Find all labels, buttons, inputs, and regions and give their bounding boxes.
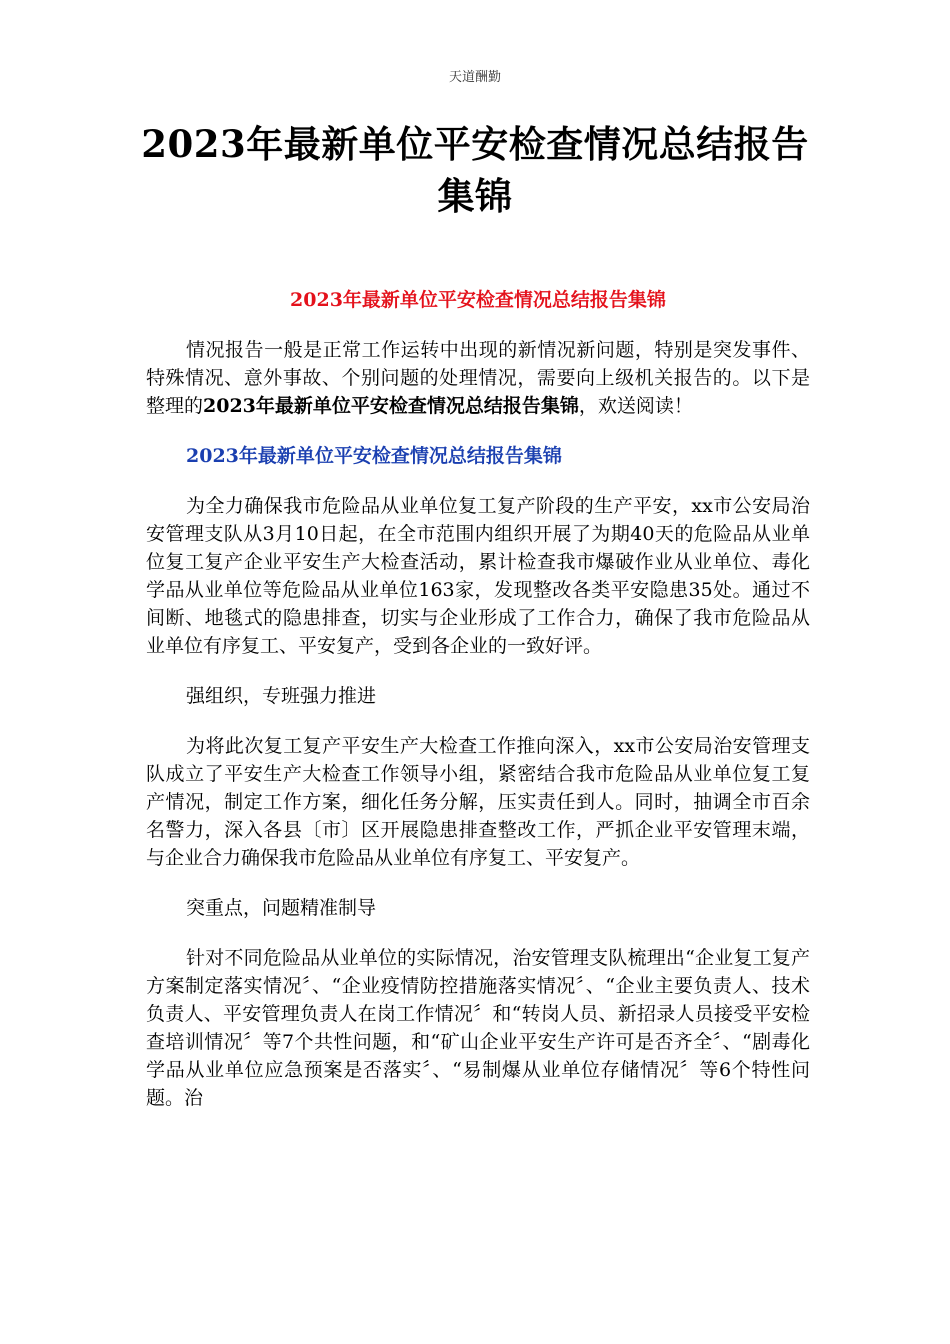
section-heading-2: 突重点，问题精准制导: [186, 897, 377, 919]
title-line-2: 集锦: [437, 174, 513, 218]
paragraph-3: 针对不同危险品从业单位的实际情况，治安管理支队梳理出“企业复工复产方案制定落实情况〞、“企业疫情防控措施落实情况〞、“企业主要负责人、技术负责人、平安管理负责人在岗工作情况〞和“转岗人员、新招录人员接受平安检查培训情况〞等7个共性问题，和“矿山企业平安生产许可是否齐全〞、“剧毒化学品从业单位应急预案是否落实〞、“易制爆从业单位存储情况〞等6个特性问题。治: [146, 947, 810, 1109]
intro-text-bold: 2023年最新单位平安检查情况总结报告集锦: [203, 395, 579, 417]
intro-paragraph: [146, 336, 810, 420]
section-heading-1: 强组织，专班强力推进: [186, 685, 377, 707]
intro-text-before: 情况报告一般是正常工作运转中出现的新情况新问题，特别是突发事件、特殊情况、意外事故、个别问题的处理情况，需要向上级机关报告的。以下是整理的: [146, 339, 810, 417]
subtitle-red: 2023年最新单位平安检查情况总结报告集锦: [290, 289, 666, 311]
intro-text-after: ，欢送阅读！: [578, 395, 693, 417]
document-body: [146, 286, 810, 1134]
header-note: 天道酬勤: [448, 70, 501, 85]
title-line-1: 2023年最新单位平安检查情况总结报告: [141, 122, 809, 166]
subtitle-blue: 2023年最新单位平安检查情况总结报告集锦: [186, 445, 562, 467]
paragraph-1: 为全力确保我市危险品从业单位复工复产阶段的生产平安，xx市公安局治安管理支队从3月10日起，在全市范围内组织开展了为期40天的危险品从业单位复工复产企业平安生产大检查活动，累计检查我市爆破作业从业单位、毒化学品从业单位等危险品从业单位163家，发现整改各类平安隐患35处。通过不间断、地毯式的隐患排查，切实与企业形成了工作合力，确保了我市危险品从业单位有序复工、平安复产，受到各企业的一致好评。: [146, 495, 810, 657]
paragraph-2: 为将此次复工复产平安生产大检查工作推向深入，xx市公安局治安管理支队成立了平安生产大检查工作领导小组，紧密结合我市危险品从业单位复工复产情况，制定工作方案，细化任务分解，压实责任到人。同时，抽调全市百余名警力，深入各县〔市〕区开展隐患排查整改工作，严抓企业平安管理末端，与企业合力确保我市危险品从业单位有序复工、平安复产。: [146, 735, 810, 869]
document-title: [120, 118, 830, 222]
